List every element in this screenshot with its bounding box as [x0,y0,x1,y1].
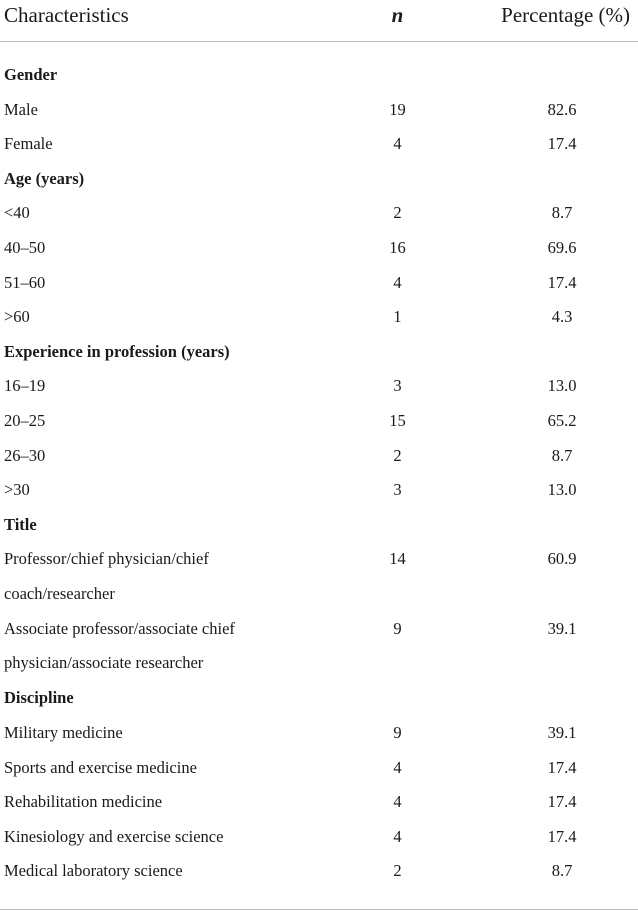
cell-percentage: 82.6 [547,99,577,119]
cell-n: 9 [393,618,402,638]
section-label: Title [4,514,37,534]
cell-percentage: 4.3 [551,307,573,327]
row-label: Sports and exercise medicine [4,757,197,777]
cell-percentage: 8.7 [551,203,573,223]
cell-n: 4 [393,134,402,154]
cell-percentage: 13.0 [547,376,577,396]
cell-n: 4 [393,826,402,846]
cell-n: 16 [389,237,406,257]
section-label: Age (years) [4,168,85,188]
section-row [0,58,638,93]
table-row [0,300,638,335]
table-row [0,196,638,231]
header-n: n [391,3,404,27]
table-row [0,93,638,128]
section-label: Gender [4,65,58,84]
cell-percentage: 69.6 [547,237,577,257]
cell-percentage: 60.9 [547,549,577,569]
cell-n: 9 [393,722,402,742]
cell-percentage: 65.2 [547,410,577,430]
table-row [0,473,638,508]
cell-n: 2 [393,203,402,223]
row-label: Female [4,134,53,154]
table-row [0,369,638,404]
section-row [0,681,638,716]
table-row [0,127,638,162]
row-label: Medical laboratory science [4,861,183,881]
cell-n: 19 [389,99,406,119]
bottom-divider [0,909,638,910]
row-label: >30 [4,480,30,500]
cell-n: 2 [393,445,402,465]
cell-percentage: 39.1 [547,618,577,638]
cell-n: 14 [389,549,406,569]
table-row [0,439,638,474]
table-row [0,854,638,889]
table-row [0,542,638,612]
header-characteristics: Characteristics [4,3,129,27]
row-label-line: physician/associate researcher [4,653,204,673]
row-label: 40–50 [4,237,46,257]
cell-n: 4 [393,272,402,292]
row-label: >60 [4,307,30,327]
table-row [0,785,638,820]
header-divider [0,41,638,42]
section-label: Discipline [4,688,74,708]
cell-n: 1 [393,307,402,327]
cell-n: 15 [389,410,406,430]
cell-percentage: 17.4 [547,757,577,777]
cell-n: 3 [393,480,402,500]
row-label: <40 [4,203,30,223]
row-label-line: Professor/chief physician/chief [4,549,209,569]
cell-percentage: 39.1 [547,722,577,742]
row-label-line: coach/researcher [4,583,115,603]
row-label [4,612,364,681]
table-row [0,404,638,439]
cell-n: 4 [393,792,402,812]
table-row [0,716,638,751]
cell-percentage: 17.4 [547,134,577,154]
table-row [0,612,638,682]
row-label: Male [4,99,38,119]
table-body [0,58,638,889]
section-row [0,335,638,370]
cell-percentage: 8.7 [551,861,573,881]
cell-n: 2 [393,861,402,881]
section-row [0,508,638,543]
cell-percentage: 8.7 [551,445,573,465]
row-label: Rehabilitation medicine [4,792,163,812]
row-label: Kinesiology and exercise science [4,826,224,846]
table-row [0,820,638,855]
table-row [0,231,638,266]
row-label: 20–25 [4,410,46,430]
cell-percentage: 13.0 [547,480,577,500]
row-label-line: Associate professor/associate chief [4,618,235,638]
cell-percentage: 17.4 [547,826,577,846]
row-label [4,542,364,611]
table-row [0,751,638,786]
cell-percentage: 17.4 [547,272,577,292]
row-label: 26–30 [4,445,46,465]
cell-n: 4 [393,757,402,777]
cell-percentage: 17.4 [547,792,577,812]
cell-n: 3 [393,376,402,396]
header-percentage: Percentage (%) [501,3,630,27]
table-row [0,266,638,301]
section-label: Experience in profession (years) [4,341,230,361]
row-label: 16–19 [4,376,46,396]
row-label: 51–60 [4,272,46,292]
row-label: Military medicine [4,722,123,742]
section-row [0,162,638,197]
